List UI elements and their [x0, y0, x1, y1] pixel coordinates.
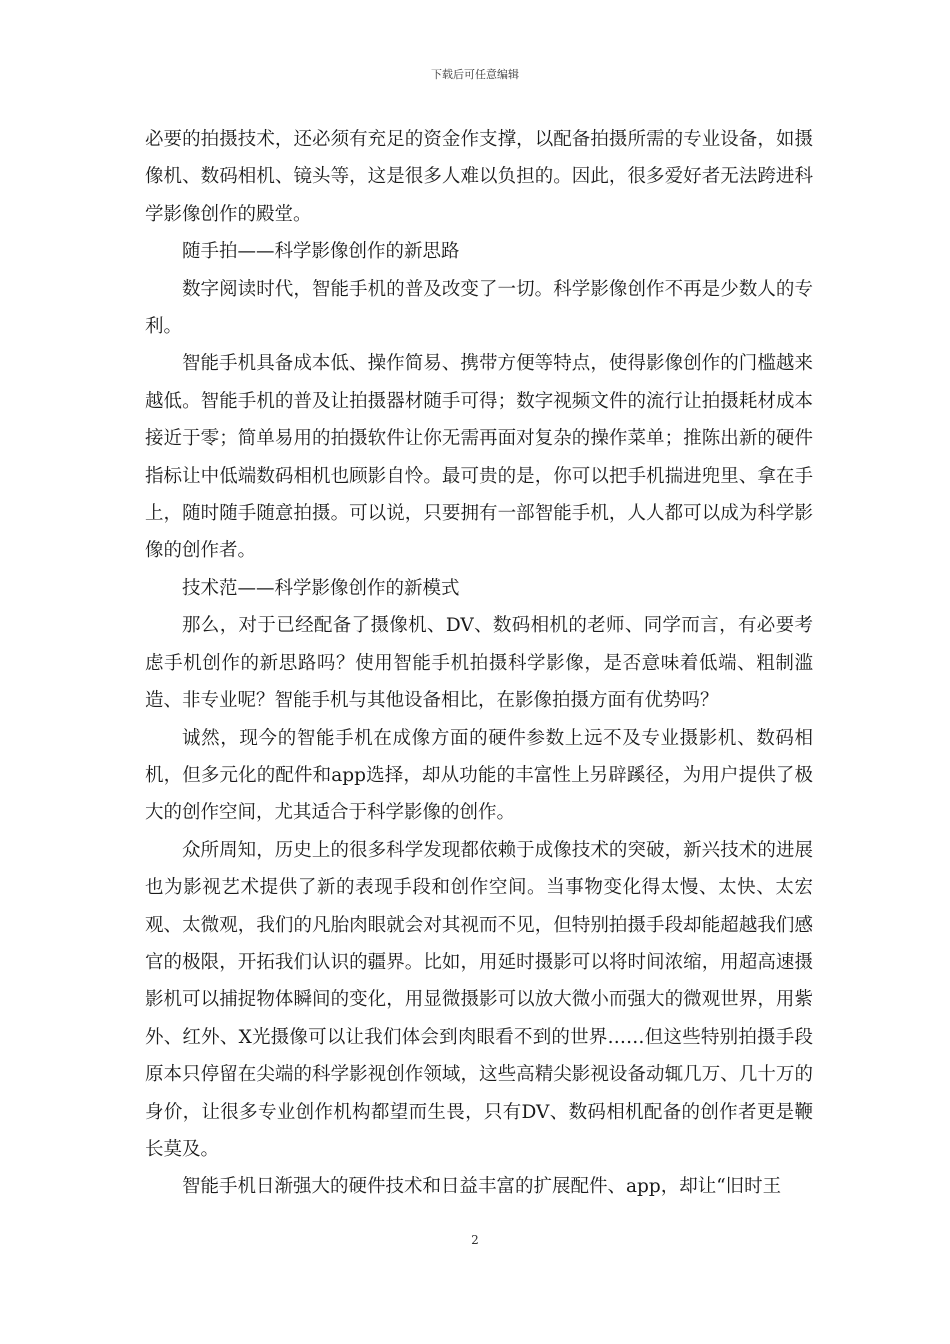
- paragraph-7: 智能手机日渐强大的硬件技术和日益丰富的扩展配件、app，却让“旧时王: [182, 1176, 782, 1198]
- paragraph-5: 诚然，现今的智能手机在成像方面的硬件参数上远不及专业摄影机、数码相机，但多元化的配件和app选择，却从功能的丰富性上另辟蹊径，为用户提供了极大的创作空间，尤其适合于科学影像的创作。: [145, 727, 813, 824]
- paragraph-1: 必要的拍摄技术，还必须有充足的资金作支撑，以配备拍摄所需的专业设备，如摄像机、数码相机、镜头等，这是很多人难以负担的。因此，很多爱好者无法跨进科学影像创作的殿堂。: [145, 129, 813, 225]
- paragraph-3: 智能手机具备成本低、操作简易、携带方便等特点，使得影像创作的门槛越来越低。智能手机的普及让拍摄器材随手可得；数字视频文件的流行让拍摄耗材成本接近于零；简单易用的拍摄软件让你无需再面对复杂的操作菜单；推陈出新的硬件指标让中低端数码相机也顾影自怜。最可贵的是，你可以把手机揣进兜里、拿在手上，随时随手随意拍摄。可以说，只要拥有一部智能手机，人人都可以成为科学影像的创作者。: [145, 353, 813, 562]
- document-body: [145, 121, 813, 1206]
- page-number: 2: [471, 1233, 479, 1247]
- paragraph-6: 众所周知，历史上的很多科学发现都依赖于成像技术的突破，新兴技术的进展也为影视艺术提供了新的表现手段和创作空间。当事物变化得太慢、太快、太宏观、太微观，我们的凡胎肉眼就会对其视而不见，但特别拍摄手段却能超越我们感官的极限，开拓我们认识的疆界。比如，用延时摄影可以将时间浓缩，用超高速摄影机可以捕捉物体瞬间的变化，用显微摄影可以放大微小而强大的微观世界，用紫外、红外、X光摄像可以让我们体会到肉眼看不到的世界……但这些特别拍摄手段原本只停留在尖端的科学影视创作领域，这些高精尖影视设备动辄几万、几十万的身价，让很多专业创作机构都望而生畏，只有DV、数码相机配备的创作者更是鞭长莫及。: [145, 839, 813, 1160]
- paragraph-4: 那么，对于已经配备了摄像机、DV、数码相机的老师、同学而言，有必要考虑手机创作的新思路吗？使用智能手机拍摄科学影像，是否意味着低端、粗制滥造、非专业呢？智能手机与其他设备相比，在影像拍摄方面有优势吗？: [145, 615, 813, 712]
- page-header: 下载后可任意编辑: [431, 68, 519, 81]
- section-heading-suishoupai: 随手拍——科学影像创作的新思路: [182, 241, 460, 263]
- paragraph-2: 数字阅读时代，智能手机的普及改变了一切。科学影像创作不再是少数人的专利。: [145, 278, 813, 338]
- section-heading-jishufan: 技术范——科学影像创作的新模式: [182, 577, 460, 599]
